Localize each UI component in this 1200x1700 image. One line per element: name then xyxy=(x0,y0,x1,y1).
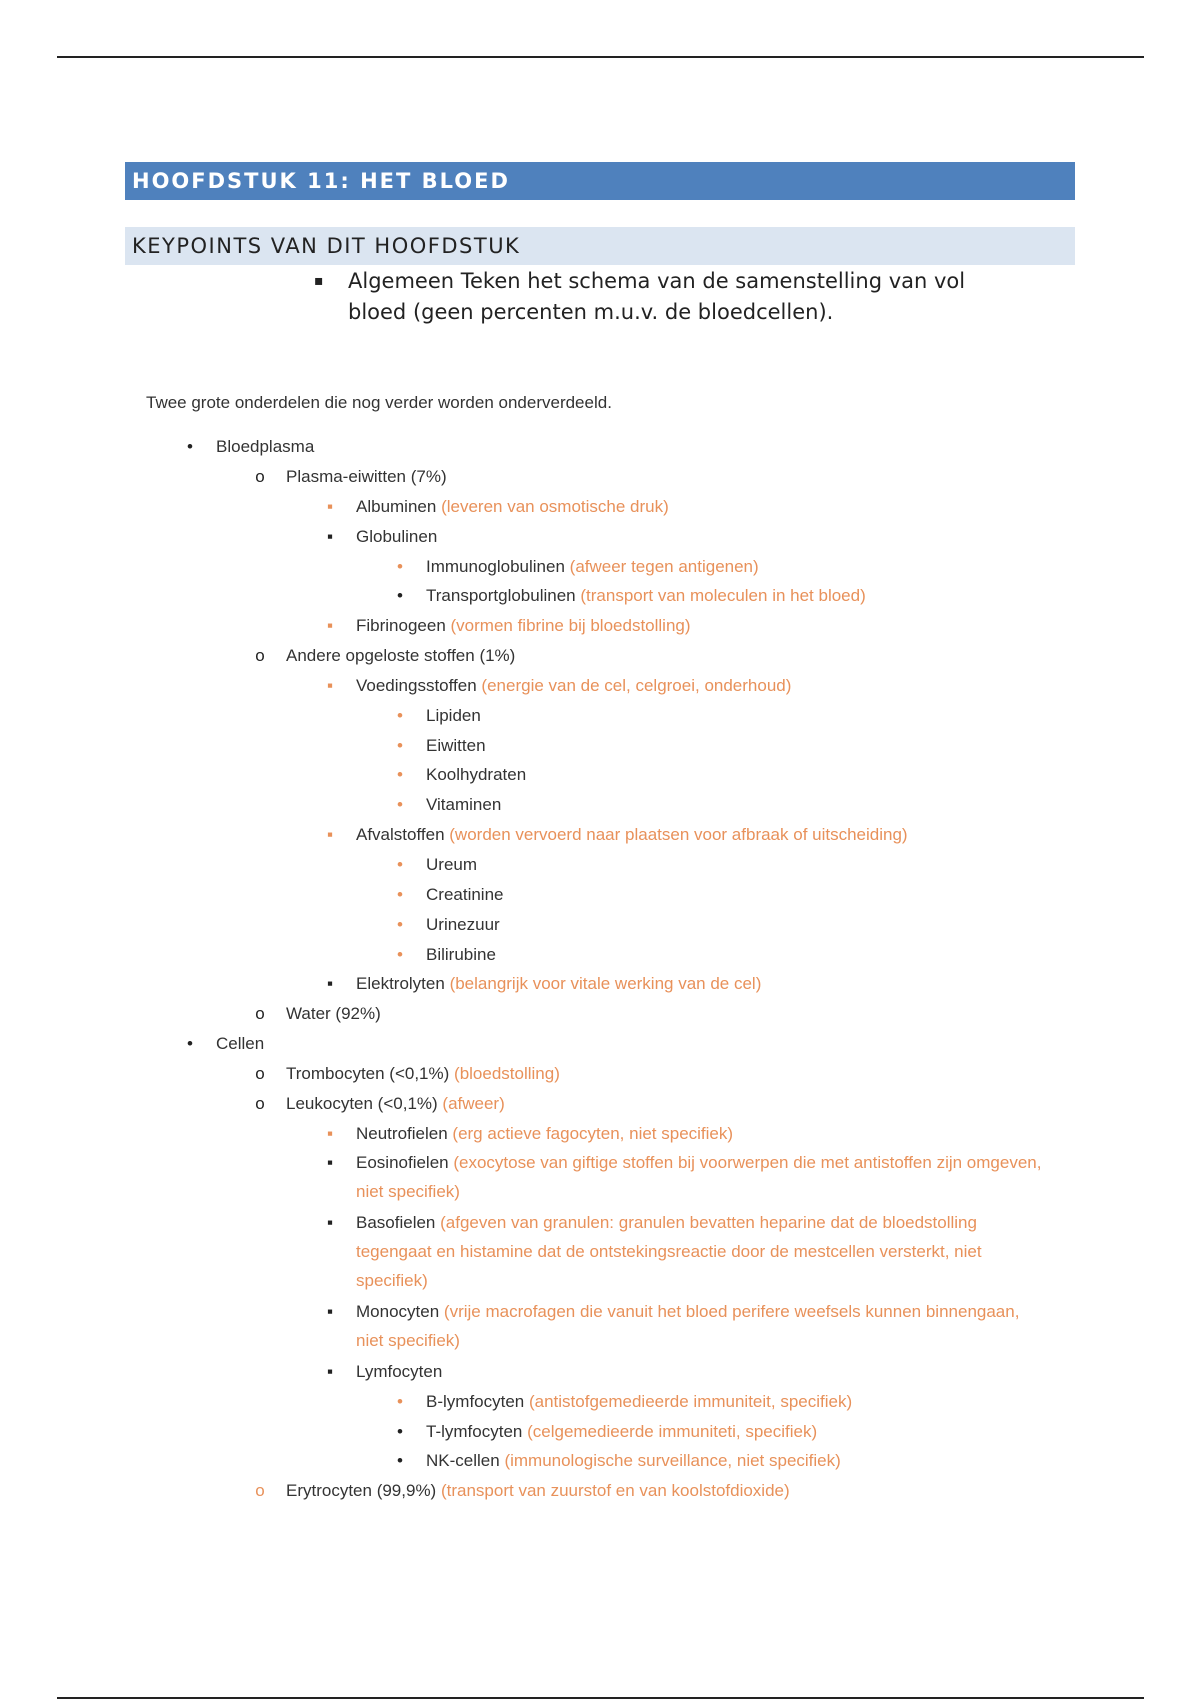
intro-text: Twee grote onderdelen die nog verder worden onderverdeeld. xyxy=(146,393,612,412)
header-rule xyxy=(57,56,1144,58)
list-item: ▪ Eosinofielen (exocytose van giftige stoffen bij voorwerpen die met antistoffen zijn omgeven, niet specifiek) xyxy=(356,1148,1046,1206)
circle-bullet-icon: o xyxy=(255,1094,265,1113)
square-bullet-icon: ▪ xyxy=(326,1124,334,1143)
bullet-icon: • xyxy=(397,1451,403,1470)
square-bullet-icon: ▪ xyxy=(326,676,334,695)
list-item: ▪ Elektrolyten (belangrijk voor vitale werking van de cel) xyxy=(356,969,761,998)
list-item: • Lipiden xyxy=(426,701,481,730)
list-item: o Water (92%) xyxy=(286,999,381,1028)
bullet-icon: • xyxy=(397,557,403,576)
list-item: • NK-cellen (immunologische surveillance, niet specifiek) xyxy=(426,1446,841,1475)
bullet-icon: • xyxy=(397,795,403,814)
square-bullet-icon: ▪ xyxy=(326,1362,334,1381)
keypoints-heading: KEYPOINTS VAN DIT HOOFDSTUK xyxy=(125,227,1075,265)
list-item: • Vitaminen xyxy=(426,790,501,819)
list-item: o Trombocyten (<0,1%) (bloedstolling) xyxy=(286,1059,560,1088)
square-bullet-icon: ▪ xyxy=(326,825,334,844)
list-item: ▪ Monocyten (vrije macrofagen die vanuit het bloed perifere weefsels kunnen binnengaan, niet specifiek) xyxy=(356,1297,1046,1355)
bullet-icon: • xyxy=(397,586,403,605)
list-item: ▪ Basofielen (afgeven van granulen: granulen bevatten heparine dat de bloedstolling tegengaat en histamine dat de ontstekingsreactie door de mestcellen versterkt, niet specifiek) xyxy=(356,1208,1046,1295)
circle-bullet-icon: o xyxy=(255,1064,265,1083)
keypoint-text: Algemeen Teken het schema van de samenstelling van vol bloed (geen percenten m.u.v. de bloedcellen). xyxy=(348,269,966,324)
bullet-icon: • xyxy=(397,945,403,964)
square-bullet-icon: ▪ xyxy=(326,974,334,993)
chapter-heading: HOOFDSTUK 11: HET BLOED xyxy=(125,162,1075,200)
square-bullet-icon: ▪ xyxy=(314,273,324,289)
bullet-icon: • xyxy=(187,1034,193,1053)
list-item: • Bilirubine xyxy=(426,940,496,969)
bullet-icon: • xyxy=(397,706,403,725)
list-item: ▪ Lymfocyten xyxy=(356,1357,442,1386)
list-item: • Transportglobulinen (transport van moleculen in het bloed) xyxy=(426,581,866,610)
list-item: • Ureum xyxy=(426,850,477,879)
bullet-icon: • xyxy=(397,915,403,934)
list-item: • Creatinine xyxy=(426,880,504,909)
square-bullet-icon: ▪ xyxy=(326,616,334,635)
square-bullet-icon: ▪ xyxy=(326,1153,334,1172)
list-item: • Bloedplasma xyxy=(216,432,314,461)
list-item: o Plasma-eiwitten (7%) xyxy=(286,462,447,491)
list-item: • T-lymfocyten (celgemedieerde immuniteti, specifiek) xyxy=(426,1417,817,1446)
footer-rule xyxy=(57,1697,1144,1699)
list-item: o Andere opgeloste stoffen (1%) xyxy=(286,641,515,670)
list-item: ▪ Albuminen (leveren van osmotische druk) xyxy=(356,492,669,521)
list-item: o Leukocyten (<0,1%) (afweer) xyxy=(286,1089,505,1118)
list-item: • Eiwitten xyxy=(426,731,486,760)
list-item: • Cellen xyxy=(216,1029,264,1058)
bullet-icon: • xyxy=(397,1392,403,1411)
circle-bullet-icon: o xyxy=(255,1004,265,1023)
bullet-icon: • xyxy=(397,855,403,874)
square-bullet-icon: ▪ xyxy=(326,1213,334,1232)
square-bullet-icon: ▪ xyxy=(326,527,334,546)
bullet-icon: • xyxy=(397,1422,403,1441)
bullet-icon: • xyxy=(397,765,403,784)
list-item: ▪ Afvalstoffen (worden vervoerd naar plaatsen voor afbraak of uitscheiding) xyxy=(356,820,908,849)
bullet-icon: • xyxy=(187,437,193,456)
square-bullet-icon: ▪ xyxy=(326,1302,334,1321)
list-item: • Urinezuur xyxy=(426,910,500,939)
circle-bullet-icon: o xyxy=(255,467,265,486)
list-item: ▪ Fibrinogeen (vormen fibrine bij bloedstolling) xyxy=(356,611,691,640)
list-item: o Erytrocyten (99,9%) (transport van zuurstof en van koolstofdioxide) xyxy=(286,1476,790,1505)
list-item: ▪ Globulinen xyxy=(356,522,437,551)
list-item: ▪ Voedingsstoffen (energie van de cel, celgroei, onderhoud) xyxy=(356,671,791,700)
square-bullet-icon: ▪ xyxy=(326,497,334,516)
list-item: • Immunoglobulinen (afweer tegen antigenen) xyxy=(426,552,759,581)
bullet-icon: • xyxy=(397,736,403,755)
list-item: ▪ Neutrofielen (erg actieve fagocyten, niet specifiek) xyxy=(356,1119,733,1148)
list-item: • Koolhydraten xyxy=(426,760,526,789)
list-item: • B-lymfocyten (antistofgemedieerde immuniteit, specifiek) xyxy=(426,1387,852,1416)
circle-bullet-icon: o xyxy=(255,646,265,665)
circle-bullet-icon: o xyxy=(255,1481,265,1500)
keypoints-list xyxy=(308,266,1028,328)
bullet-icon: • xyxy=(397,885,403,904)
